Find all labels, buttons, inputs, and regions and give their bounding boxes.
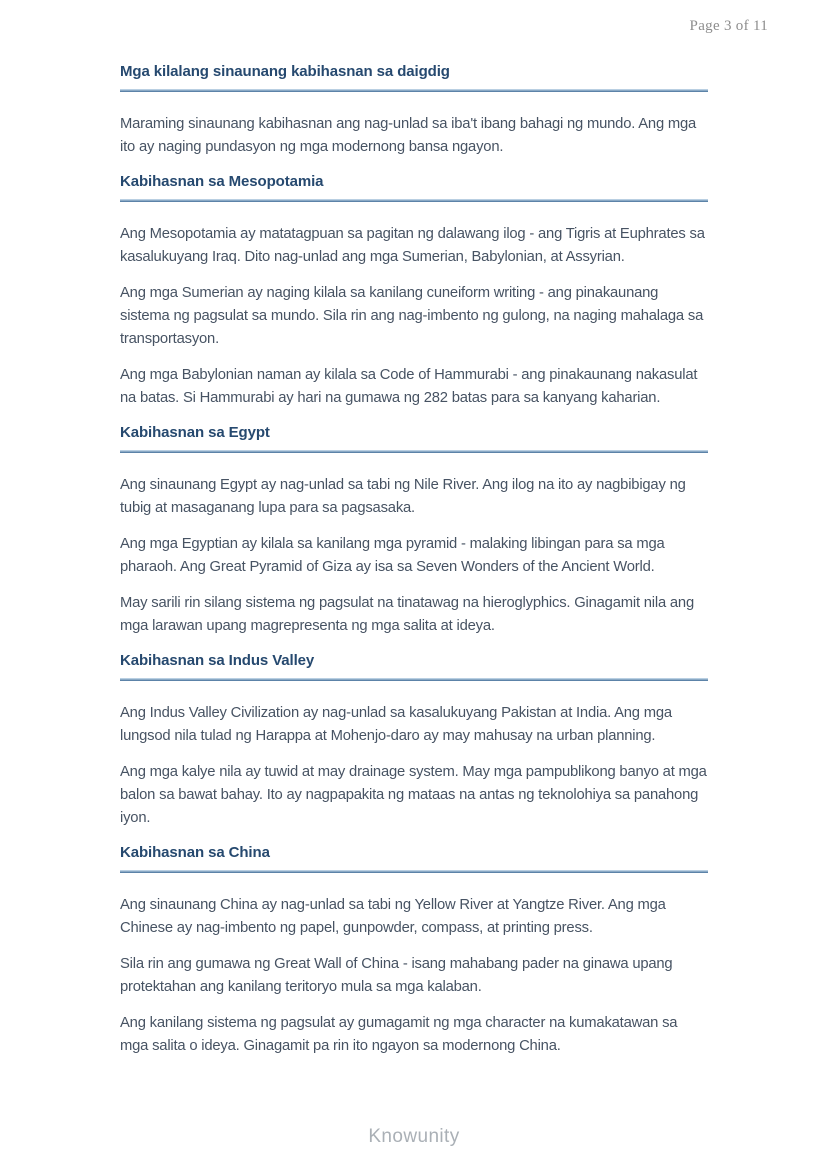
- paragraph: Ang sinaunang Egypt ay nag-unlad sa tabi ng Nile River. Ang ilog na ito ay nagbibigay ng tubig at masaganang lupa para sa pagsasaka.: [120, 477, 686, 516]
- paragraph: Ang Mesopotamia ay matatagpuan sa pagitan ng dalawang ilog - ang Tigris at Euphrates sa kasalukuyang Iraq. Dito nag-unlad ang mga Sumerian, Babylonian, at Assyrian.: [120, 226, 705, 265]
- paragraph: Ang Indus Valley Civilization ay nag-unlad sa kasalukuyang Pakistan at India. Ang mga lungsod nila tulad ng Harappa at Mohenjo-daro ay may mahusay na urban planning.: [120, 705, 672, 744]
- section-heading: Kabihasnan sa Egypt: [120, 424, 270, 441]
- section-heading: Kabihasnan sa Indus Valley: [120, 652, 315, 669]
- section-divider-rule: [120, 199, 708, 202]
- section-paragraphs: [120, 894, 708, 1058]
- paragraph: Ang mga kalye nila ay tuwid at may drainage system. May mga pampublikong banyo at mga balon sa bawat bahay. Ito ay nagpapakita ng mataas na antas ng teknolohiya sa panahong iyon.: [120, 764, 707, 826]
- section-paragraphs: [120, 474, 708, 638]
- section-divider-rule: [120, 678, 708, 681]
- section-divider-rule: [120, 870, 708, 873]
- footer-brand-watermark: Knowunity: [368, 1126, 460, 1147]
- page-number: Page 3 of 11: [689, 18, 768, 34]
- paragraph: Ang mga Babylonian naman ay kilala sa Code of Hammurabi - ang pinakaunang nakasulat na batas. Si Hammurabi ay hari na gumawa ng 282 batas para sa kanyang kaharian.: [120, 367, 698, 406]
- document-section: [120, 62, 708, 159]
- section-divider-rule: [120, 450, 708, 453]
- document-section: [120, 651, 708, 830]
- section-heading: Kabihasnan sa China: [120, 844, 270, 861]
- section-paragraphs: [120, 223, 708, 410]
- document-section: [120, 172, 708, 410]
- paragraph: Sila rin ang gumawa ng Great Wall of China - isang mahabang pader na ginawa upang protektahan ang kanilang teritoryo mula sa mga kalaban.: [120, 956, 673, 995]
- paragraph: Ang mga Sumerian ay naging kilala sa kanilang cuneiform writing - ang pinakaunang sistema ng pagsulat sa mundo. Sila rin ang nag-imbento ng gulong, na naging mahalaga sa transportasyon.: [120, 285, 704, 347]
- paragraph: Ang mga Egyptian ay kilala sa kanilang mga pyramid - malaking libingan para sa mga pharaoh. Ang Great Pyramid of Giza ay isa sa Seven Wonders of the Ancient World.: [120, 536, 665, 575]
- section-divider-rule: [120, 89, 708, 92]
- section-heading: Mga kilalang sinaunang kabihasnan sa daigdig: [120, 63, 450, 80]
- paragraph: Ang sinaunang China ay nag-unlad sa tabi ng Yellow River at Yangtze River. Ang mga Chinese ay nag-imbento ng papel, gunpowder, compass, at printing press.: [120, 897, 666, 936]
- section-paragraphs: [120, 702, 708, 830]
- section-paragraphs: [120, 113, 708, 159]
- paragraph: Maraming sinaunang kabihasnan ang nag-unlad sa iba't ibang bahagi ng mundo. Ang mga ito ay naging pundasyon ng mga modernong bansa ngayon.: [120, 116, 697, 155]
- paragraph: May sarili rin silang sistema ng pagsulat na tinatawag na hieroglyphics. Ginagamit nila ang mga larawan upang magrepresenta ng mga salita at ideya.: [120, 595, 694, 634]
- document-section: [120, 843, 708, 1058]
- document-content: [120, 62, 708, 1071]
- document-section: [120, 423, 708, 638]
- paragraph: Ang kanilang sistema ng pagsulat ay gumagamit ng mga character na kumakatawan sa mga salita o ideya. Ginagamit pa rin ito ngayon sa modernong China.: [120, 1015, 678, 1054]
- section-heading: Kabihasnan sa Mesopotamia: [120, 173, 324, 190]
